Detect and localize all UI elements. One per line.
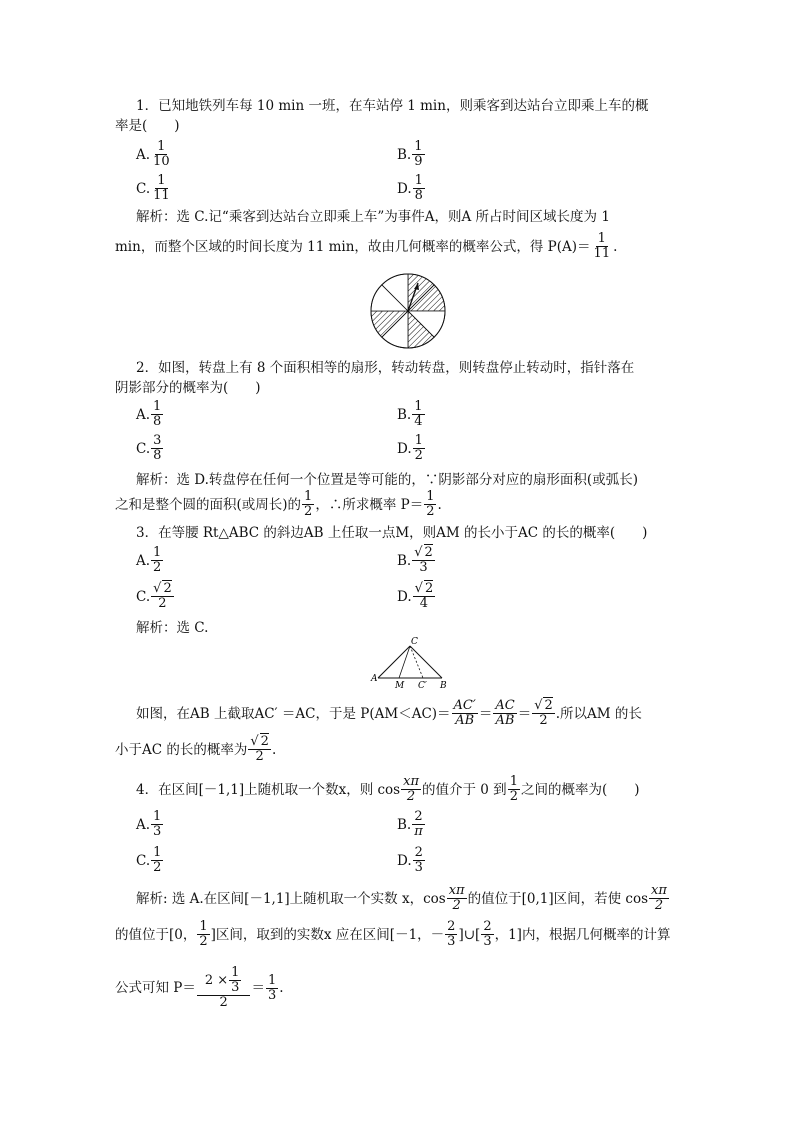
side-bc <box>410 646 442 678</box>
fraction: $\frac{1}{3}$ <box>267 972 277 1003</box>
option-label: B. <box>397 406 412 423</box>
option-label: D. <box>397 852 412 869</box>
fraction: $\frac{AC'}{AB}$ <box>453 698 476 728</box>
q1-option-c <box>136 174 173 203</box>
q4-option-b <box>397 810 426 839</box>
q3-option-d <box>397 582 436 611</box>
q4-solution-line3: 公式可知 P＝ 2 × $\frac{1}{3}$ 2 ＝ $\frac{1}{3}$ . <box>115 965 284 1010</box>
option-label: C. <box>136 588 151 605</box>
q1-stem-line2: 率是( ) <box>115 118 180 134</box>
fraction: $\frac{√ 2}{3}$ <box>414 545 433 575</box>
label-b: B <box>440 681 447 691</box>
q1-stem-line1: 1．已知地铁列车每 10 min 一班，在车站停 1 min，则乘客到达站台立即乘上车的概 <box>136 98 649 114</box>
fraction: $\frac{2}{3}$ <box>483 919 492 949</box>
q2-stem-line2: 阴影部分的概率为( ) <box>115 380 261 396</box>
fraction: $\frac{AC}{AB}$ <box>495 698 515 728</box>
q2-option-c <box>136 434 164 463</box>
q4-solution-line2: 的值位于[0， $\frac{1}{2}$ ]区间，取到的实数x 应在区间[－1，－ $\frac{2}{3}$ ]∪[ $\frac{2}{3}$ ，1]内，根据几何概率的计算 <box>115 919 671 949</box>
fraction: $\frac{1}{8}$ <box>414 173 423 203</box>
label-c-prime: C′ <box>418 681 427 691</box>
q3-option-a <box>136 546 164 575</box>
option-label: A. <box>136 146 151 163</box>
fraction: $\frac{1}{3}$ <box>231 965 240 995</box>
q4-solution-line1: 解析: 选 A.在区间[－1,1]上随机取一个实数 x，cos $\frac{x\pi}{2}$ 的值位于[0,1]区间，若使 cos $\frac{x\pi}{2}$ <box>136 883 667 913</box>
fraction: $\frac{1}{2}$ <box>153 845 162 875</box>
fraction: $\frac{1}{2}$ <box>414 433 423 463</box>
q4-stem: 4．在区间[－1,1]上随机取一个数x，则 cos $\frac{x\pi}{2}$ 的值介于 0 到 $\frac{1}{2}$ 之间的概率为( ) <box>136 774 640 804</box>
q4-option-d <box>397 846 426 875</box>
fraction: $\frac{3}{8}$ <box>153 433 162 463</box>
fraction: $\frac{1}{3}$ <box>153 809 162 839</box>
q2-option-b <box>397 400 426 429</box>
fraction: $\frac{1}{2}$ <box>509 774 518 804</box>
q3-solution-line1: 解析：选 C. <box>136 620 209 636</box>
q1-option-a <box>136 140 173 169</box>
q2-stem-line1: 2．如图，转盘上有 8 个面积相等的扇形，转动转盘，则转盘停止转动时，指针落在 <box>136 360 635 376</box>
option-label: C. <box>136 852 151 869</box>
compound-fraction: 2 × $\frac{1}{3}$ 2 <box>197 966 251 1010</box>
option-label: C. <box>136 440 151 457</box>
q3-option-b <box>397 546 436 575</box>
option-label: D. <box>397 588 412 605</box>
option-label: C. <box>136 180 151 197</box>
triangle-figure <box>368 636 452 692</box>
option-label: B. <box>397 816 412 833</box>
fraction: $\frac{√ 2}{2}$ <box>534 698 553 728</box>
side-ac <box>378 646 410 678</box>
q1-option-b <box>397 140 426 169</box>
option-label: A. <box>136 552 151 569</box>
q1-solution-line1: 解析：选 C.记“乘客到达站台立即乘上车”为事件A，则A 所占时间区域长度为 1 <box>136 209 610 225</box>
q4-option-a <box>136 810 164 839</box>
q3-solution-line3: 小于AC 的长的概率为 $\frac{√ 2}{2}$ . <box>115 734 277 764</box>
fraction: $\frac{1}{2}$ <box>304 489 313 519</box>
q1-option-d <box>397 174 426 203</box>
label-m: M <box>395 681 405 691</box>
q2-solution-line2: 之和是整个圆的面积(或周长)的 $\frac{1}{2}$ ，∴所求概率 P＝ $\frac{1}{2}$ . <box>115 489 442 519</box>
fraction: $\frac{√ 2}{2}$ <box>153 581 172 611</box>
fraction: $\frac{1}{11}$ <box>593 231 611 261</box>
segment-cc-prime <box>410 646 423 678</box>
label-a: A <box>371 674 378 684</box>
q2-solution-line1: 解析：选 D.转盘停在任何一个位置是等可能的，∵阴影部分对应的扇形面积(或弧长) <box>136 472 638 488</box>
spinner-figure <box>360 271 456 351</box>
q3-stem: 3．在等腰 Rt△ABC 的斜边AB 上任取一点M，则AM 的长小于AC 的长的概率( ) <box>136 525 648 541</box>
q3-solution-line2: 如图，在AB 上截取AC′ ＝AC，于是 P(AM＜AC)＝ $\frac{AC'}{AB}$ ＝ $\frac{AC}{AB}$ ＝ $\frac{√ 2}{2}$ .所以AM 的长 <box>136 698 642 728</box>
fraction: $\frac{2}{\pi}$ <box>414 809 423 839</box>
option-label: D. <box>397 180 412 197</box>
option-label: B. <box>397 552 412 569</box>
fraction: $\frac{1}{2}$ <box>426 489 435 519</box>
fraction: $\frac{1}{10}$ <box>153 139 170 169</box>
label-c: C <box>411 637 418 647</box>
fraction: $\frac{1}{9}$ <box>414 139 423 169</box>
fraction: $\frac{√ 2}{4}$ <box>414 581 434 611</box>
q1-solution-line2: min，而整个区域的时间长度为 11 min，故由几何概率的概率公式，得 P(A)＝ $\frac{1}{11}$ . <box>115 231 618 261</box>
fraction: $\frac{2}{3}$ <box>414 845 423 875</box>
q2-option-d <box>397 434 426 463</box>
q3-option-c <box>136 582 175 611</box>
option-label: D. <box>397 440 412 457</box>
option-label: A. <box>136 406 151 423</box>
fraction: $\frac{1}{2}$ <box>153 545 162 575</box>
q4-option-c <box>136 846 164 875</box>
fraction: $\frac{1}{2}$ <box>199 919 208 949</box>
fraction: $\frac{√ 2}{2}$ <box>250 734 269 764</box>
q2-option-a <box>136 400 164 429</box>
fraction: $\frac{x\pi}{2}$ <box>651 883 667 913</box>
fraction: $\frac{1}{8}$ <box>153 399 162 429</box>
fraction: $\frac{2}{3}$ <box>447 919 456 949</box>
fraction: $\frac{x\pi}{2}$ <box>403 774 420 804</box>
option-label: B. <box>397 146 412 163</box>
fraction: $\frac{1}{11}$ <box>153 173 170 203</box>
fraction: $\frac{1}{4}$ <box>414 399 423 429</box>
option-label: A. <box>136 816 151 833</box>
fraction: $\frac{x\pi}{2}$ <box>448 883 465 913</box>
